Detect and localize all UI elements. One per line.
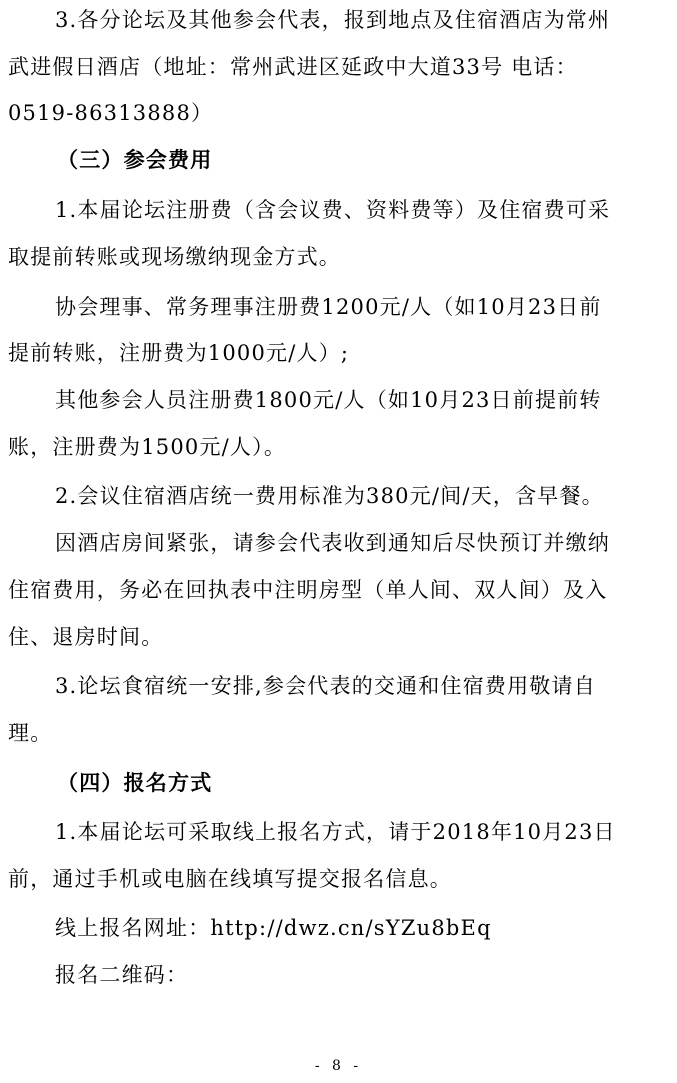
page-number: - 8 -	[314, 1058, 363, 1074]
paragraph-line: 提前转账，注册费为1000元/人）;	[8, 341, 350, 365]
section-heading: （四）报名方式	[57, 770, 213, 795]
section-heading: （三）参会费用	[57, 147, 213, 172]
paragraph-line: 3.论坛食宿统一安排,参会代表的交通和住宿费用敬请自	[55, 674, 596, 698]
paragraph-line: 2.会议住宿酒店统一费用标准为380元/间/天，含早餐。	[55, 484, 604, 508]
paragraph-line: 账，注册费为1500元/人）。	[8, 435, 287, 459]
paragraph-line: 理。	[8, 721, 53, 745]
paragraph-line: 因酒店房间紧张，请参会代表收到通知后尽快预订并缴纳	[55, 531, 610, 555]
paragraph-line: 住、退房时间。	[8, 625, 164, 649]
paragraph-line: 3.各分论坛及其他参会代表，报到地点及住宿酒店为常州	[55, 8, 611, 32]
paragraph-line: 0519-86313888）	[8, 101, 214, 125]
paragraph-line: 前，通过手机或电脑在线填写提交报名信息。	[8, 867, 452, 891]
paragraph-line: 1.本届论坛可采取线上报名方式，请于2018年10月23日	[55, 820, 616, 844]
paragraph-line: 住宿费用，务必在回执表中注明房型（单人间、双人间）及入	[8, 578, 608, 602]
registration-url[interactable]: 线上报名网址：http://dwz.cn/sYZu8bEq	[55, 916, 492, 940]
paragraph-line: 1.本届论坛注册费（含会议费、资料费等）及住宿费可采	[55, 198, 611, 222]
paragraph-line: 武进假日酒店（地址：常州武进区延政中大道33号 电话：	[8, 55, 578, 79]
paragraph-line: 其他参会人员注册费1800元/人（如10月23日前提前转	[55, 388, 602, 412]
paragraph-line: 协会理事、常务理事注册费1200元/人（如10月23日前	[55, 295, 602, 319]
paragraph-line: 取提前转账或现场缴纳现金方式。	[8, 245, 341, 269]
qr-code-label: 报名二维码：	[55, 963, 189, 987]
